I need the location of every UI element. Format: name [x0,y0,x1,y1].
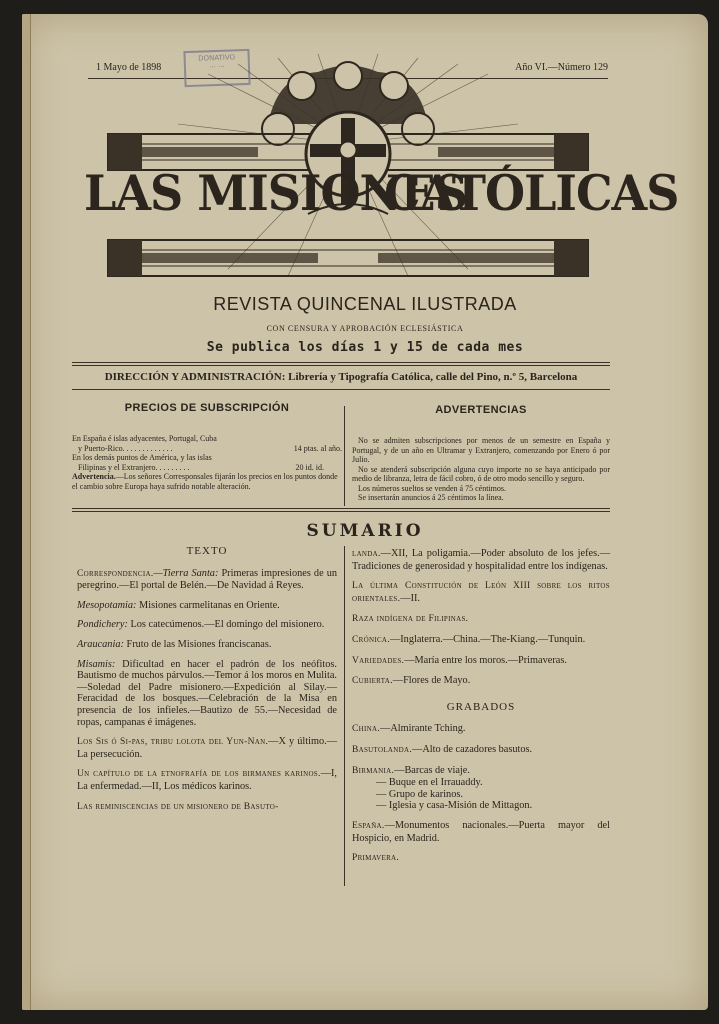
rule-lower [72,389,610,390]
precios-advertencia [72,472,342,491]
precios-price-1: 14 ptas. al año. [293,443,342,453]
toc-entry: Araucania: Fruto de las Misiones franciscanas. [77,638,272,650]
rule-sumario-top [72,508,610,509]
rule-sumario-top-2 [72,511,610,512]
precios-text [72,434,342,491]
crown-medallion-center [334,62,362,90]
toc-entry: Los Sis ó Si-pas, tribu lolota del Yun-Nan.—X y último.—La persecución. [77,736,338,760]
sumario-divider [344,546,345,886]
toc-entry: Un capítulo de la etnofrafía de los birmanes karinos.—I, La enfermedad.—II, Los médicos karinos. [77,768,337,792]
cross-center-icon [340,142,356,158]
advertencia-3: Los números sueltos se venden á 75 céntimos. [358,483,506,493]
advertencia-2: No se atenderá subscripción alguna cuyo importe no se haya anticipado por medio de libranza, letra de fácil cobro, ó de otro modo sencillo y seguro. [352,464,610,483]
advertencias-text [352,436,610,503]
publication-schedule: Se publica los días 1 y 15 de cada mes [206,340,524,355]
crown-medallion-right [380,72,408,100]
advertencia-4: Se insertarán anuncios á 25 céntimos la línea. [358,493,504,502]
grabado-entry: España.—Monumentos nacionales.—Puerta mayor del Hospicio, en Madrid. [352,819,610,844]
grabado-entry: Primavera. [352,853,400,864]
precios-line-1: En España é islas adyacentes, Portugal, Cuba [72,434,217,443]
title-las-misiones: LAS MISIONES [84,164,467,222]
grabado-entry: China.—Almirante Tching. [352,723,466,735]
precios-region-2: Filipinas y el Extranjero. . . . . . . . . [78,462,190,472]
advertencia-1: No se admiten subscripciones por menos de un semestre en España y Portugal, y de un año en Ultramar y Extranjero, comenzando por Enero ó por Julio. [352,436,610,464]
grabado-entry: — Buque en el Irrauaddy. [376,777,483,789]
corner-rosette-bl [108,240,142,276]
rule-upper-2 [72,365,610,366]
precios-region-1: y Puerto-Rico. . . . . . . . . . . . . [78,443,173,453]
stamp-illegible: ··· ··· [209,62,225,72]
advertencia-text: —Los señores Corresponsales fijarán los precios en los puntos donde el cambio sobre Europa haya sufrido notable alteración. [72,472,338,491]
toc-entry: Correspondencia.—Tierra Santa: Primeras impresiones de un peregrino.—El portal de Belén.—De Navidad á Reyes. [77,567,337,592]
toc-entry: Cubierta.—Flores de Mayo. [352,675,471,687]
crown-medallion-left [288,72,316,100]
grabado-entry: — Iglesia y casa-Misión de Mittagon. [376,800,533,812]
stamp-text: DONATIVO [198,53,236,63]
precios-price-2: 20 id. id. [295,462,324,472]
toc-entry: Raza indígena de Filipinas. [352,614,469,625]
sumario-left-column [77,546,337,821]
precios-heading: PRECIOS DE SUBSCRIPCIÓN [124,402,290,414]
corner-rosette-br [554,240,588,276]
precios-row-2 [72,463,342,473]
toc-entry: Mesopotamia: Misiones carmelitanas en Oriente. [77,599,280,611]
precios-row-1 [72,444,342,454]
toc-entry: Pondichery: Los catecúmenos.—El domingo del misionero. [77,619,325,631]
advertencias-heading: ADVERTENCIAS [435,404,527,416]
grabado-entry: Birmania.—Barcas de viaje. [352,764,470,776]
precios-block [72,402,342,491]
binding-edge [22,14,31,1010]
toc-entry: Misamis: Dificultad en hacer el padrón de los neófitos. Bautismo de muchos párvulos.—Temor á los moros en Mulita.—Soledad del Padre misionero.—Expedición al Silay.—Feracidad de los bosques.—Celebración de la Misa en presencia de los infieles.—Bautizo de 55.—Necesidad de ropas, campanas é imágenes. [77,658,337,728]
sumario-right-column [352,548,610,873]
toc-entry: landa.—XII, La poligamia.—Poder absoluto de los jefes.—Tradiciones de generosidad y hospitalidad entre los indígenas. [352,548,610,572]
rule-upper [72,362,610,363]
magazine-cover [22,14,708,1010]
precios-line-3: En los demás puntos de América, y las islas [72,453,212,462]
texto-heading: TEXTO [186,545,228,557]
toc-entry: Variedades.—María entre los moros.—Primaveras. [352,654,567,666]
toc-entry: Crónica.—Inglaterra.—China.—The-Kiang.—Tunquin. [352,633,586,645]
issue-number: Año VI.—Número 129 [515,62,608,73]
toc-entry: La última Constitución de León XIII sobre los ritos orientales.—II. [352,581,610,604]
title-catolicas: CATÓLICAS [384,164,679,222]
advertencias-block [352,404,610,503]
side-medallion-right [402,113,434,145]
issue-date: 1 Mayo de 1898 [96,62,162,73]
censura-line: CON CENSURA Y APROBACIÓN ECLESIÁSTICA [266,324,464,333]
direccion-line: DIRECCIÓN Y ADMINISTRACIÓN: Librería y Tipografía Católica, calle del Pino, n.º 5, Barcelona [104,371,578,383]
advertencia-label: Advertencia. [72,472,116,481]
precios-divider [344,406,345,506]
grabado-entry: Basutolanda.—Alto de cazadores basutos. [352,743,533,755]
grabados-heading: GRABADOS [446,700,516,713]
side-medallion-left [262,113,294,145]
toc-entry: Las reminiscencias de un misionero de Basuto- [77,801,279,812]
subtitle: REVISTA QUINCENAL ILUSTRADA [213,294,517,314]
grabado-entry: — Grupo de karinos. [376,788,463,800]
sumario-heading: SUMARIO [306,521,424,541]
